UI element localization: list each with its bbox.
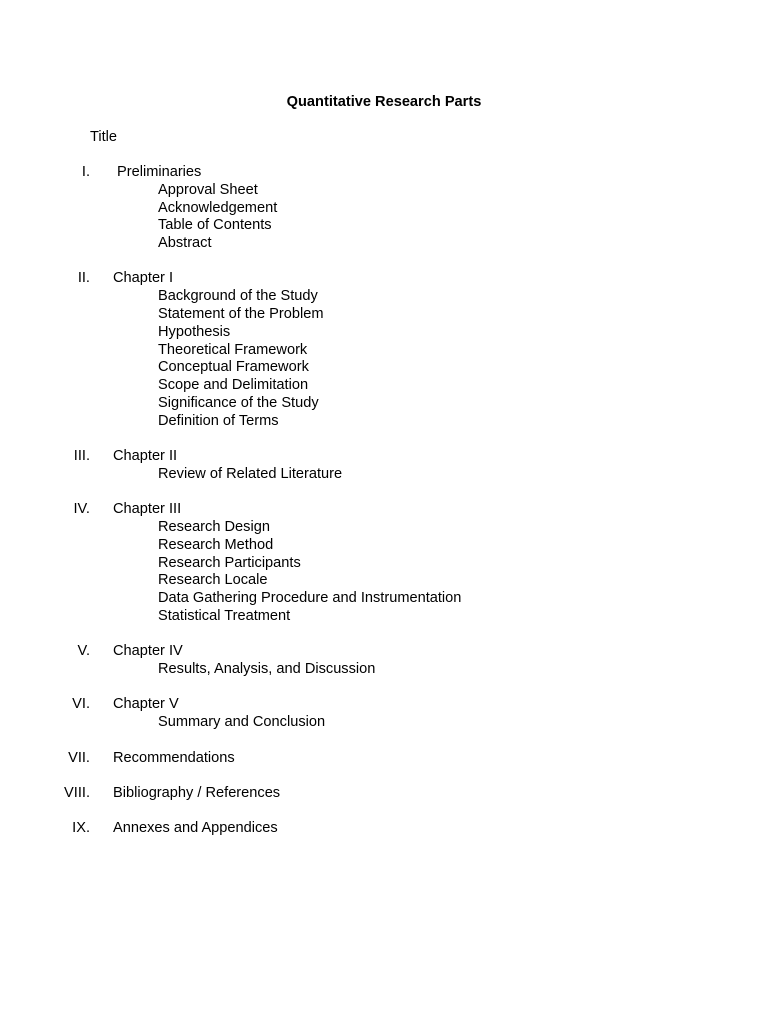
subsection-row	[0, 555, 768, 573]
section-heading-row	[0, 820, 768, 838]
section-numeral: VIII.	[64, 784, 90, 801]
section-heading-row	[0, 643, 768, 661]
subsection-item: Background of the Study	[158, 288, 318, 305]
subsection-row	[0, 466, 768, 484]
subsection-row	[0, 235, 768, 253]
subsection-row	[0, 359, 768, 377]
section-heading-row	[0, 750, 768, 768]
subsection-row	[0, 182, 768, 200]
section-numeral: VII.	[68, 749, 90, 766]
section-heading: Recommendations	[113, 749, 235, 766]
section-heading: Chapter I	[113, 270, 174, 287]
subsection-item: Table of Contents	[158, 217, 272, 234]
section-numeral: III.	[73, 448, 90, 465]
section-numeral: V.	[77, 643, 90, 660]
subsection-row	[0, 590, 768, 608]
section-heading-row	[0, 696, 768, 714]
subsection-row	[0, 519, 768, 537]
outline-section	[0, 643, 768, 679]
subsection-item: Scope and Delimitation	[158, 377, 309, 394]
subsection-item: Statement of the Problem	[158, 306, 324, 323]
outline-section	[0, 448, 768, 484]
subsection-item: Research Method	[158, 536, 274, 553]
subsection-row	[0, 324, 768, 342]
subsection-item: Conceptual Framework	[158, 359, 309, 376]
section-heading: Annexes and Appendices	[113, 820, 278, 837]
outline-section	[0, 785, 768, 803]
section-heading-row	[0, 785, 768, 803]
section-heading-row	[0, 448, 768, 466]
subsection-item: Summary and Conclusion	[158, 714, 326, 731]
section-numeral: I.	[81, 164, 90, 180]
subsection-item: Results, Analysis, and Discussion	[158, 661, 376, 678]
subsection-row	[0, 395, 768, 413]
section-heading: Chapter II	[113, 448, 178, 465]
subsection-row	[0, 342, 768, 360]
section-heading: Chapter III	[113, 501, 182, 518]
subsection-item: Significance of the Study	[158, 395, 319, 412]
subsection-item: Abstract	[158, 235, 212, 252]
outline-section	[0, 164, 768, 253]
subsection-row	[0, 714, 768, 732]
outline-section	[0, 501, 768, 626]
section-heading-row	[0, 270, 768, 288]
subsection-item: Research Locale	[158, 572, 268, 589]
section-numeral: VI.	[72, 696, 90, 713]
subsection-item: Definition of Terms	[158, 412, 279, 429]
section-heading-row	[0, 501, 768, 519]
section-heading: Preliminaries	[117, 164, 202, 180]
subsection-item: Research Participants	[158, 554, 301, 571]
subsection-row	[0, 608, 768, 626]
subsection-row	[0, 200, 768, 218]
section-heading-row	[0, 164, 768, 182]
section-heading: Chapter IV	[113, 643, 183, 660]
outline-section	[0, 820, 768, 838]
subsection-item: Hypothesis	[158, 323, 231, 340]
subsection-row	[0, 661, 768, 679]
subsection-row	[0, 537, 768, 555]
subsection-item: Research Design	[158, 519, 270, 536]
document-title: Quantitative Research Parts	[286, 94, 482, 110]
subsection-row	[0, 217, 768, 235]
title-label: Title	[90, 129, 118, 145]
outline-section	[0, 750, 768, 768]
subsection-row	[0, 413, 768, 431]
subsection-row	[0, 377, 768, 395]
subsection-item: Statistical Treatment	[158, 608, 291, 625]
section-heading: Chapter V	[113, 696, 179, 713]
subsection-row	[0, 288, 768, 306]
section-numeral: II.	[77, 270, 90, 287]
section-numeral: IX.	[72, 820, 90, 837]
subsection-item: Approval Sheet	[158, 181, 258, 198]
section-numeral: IV.	[73, 501, 90, 518]
outline-section	[0, 270, 768, 430]
outline-section	[0, 696, 768, 732]
subsection-item: Data Gathering Procedure and Instrumentation	[158, 590, 462, 607]
section-heading: Bibliography / References	[113, 784, 281, 801]
subsection-item: Review of Related Literature	[158, 465, 343, 482]
subsection-row	[0, 572, 768, 590]
subsection-item: Acknowledgement	[158, 199, 278, 216]
subsection-row	[0, 306, 768, 324]
subsection-item: Theoretical Framework	[158, 341, 308, 358]
outline-list	[0, 164, 768, 855]
